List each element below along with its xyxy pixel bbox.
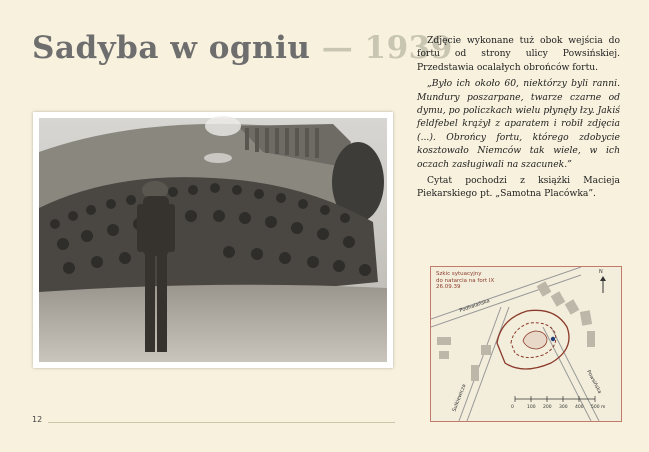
scale-300: 300: [559, 405, 568, 410]
map-title-line-1: Szkic sytuacyjny: [436, 271, 482, 277]
photograph-icon: [33, 112, 393, 368]
street-powsinska: Powsińska: [585, 369, 603, 395]
scale-500: 500: [591, 405, 600, 410]
situation-map: [430, 266, 622, 422]
scale-unit: m: [601, 405, 606, 410]
map-title-line-2: do natarcia na fort IX: [436, 277, 495, 284]
source-paragraph: Cytat pochodzi z książki Macieja Piekarskiego pt. „Samotna Placówka”.: [417, 175, 620, 200]
title-main: Sadyba w ogniu: [32, 30, 311, 66]
street-podhalanska: Podhalańska: [458, 298, 491, 314]
quote-paragraph: „Było ich około 60, niektórzy byli ranni. Mundury poszarpane, twarze czarne od dymu, po policzkach wielu płynęły łzy. Jakiś feldfebel krążył z aparatem i robił zdjęcia (...). Obrońcy fortu, którego zdobycie kosztowało Niemców tak wiele, w ich oczach zasługiwali na szacunek.”: [417, 78, 620, 170]
scale-0: 0: [511, 405, 514, 410]
title-year: 1939: [364, 30, 453, 66]
page-title: [32, 30, 453, 66]
scale-100: 100: [527, 405, 536, 410]
footer-rule: [48, 422, 395, 423]
map-scale-labels: [511, 405, 605, 410]
intro-paragraph: Zdjęcie wykonane tuż obok wejścia do fortu od strony ulicy Powsińskiej. Przedstawia ocalałych obrońców fortu.: [417, 35, 620, 73]
map-north-label: N: [599, 269, 603, 275]
street-sulkiewicza: Sulkiewicza: [451, 383, 468, 413]
page-number: 12: [32, 415, 43, 424]
map-title: [436, 271, 494, 291]
scale-200: 200: [543, 405, 552, 410]
map-title-line-3: 26.09.39: [436, 284, 461, 290]
text-column: [417, 34, 620, 204]
historical-photograph: [33, 112, 393, 368]
title-dash: —: [310, 30, 365, 66]
scale-400: 400: [575, 405, 584, 410]
